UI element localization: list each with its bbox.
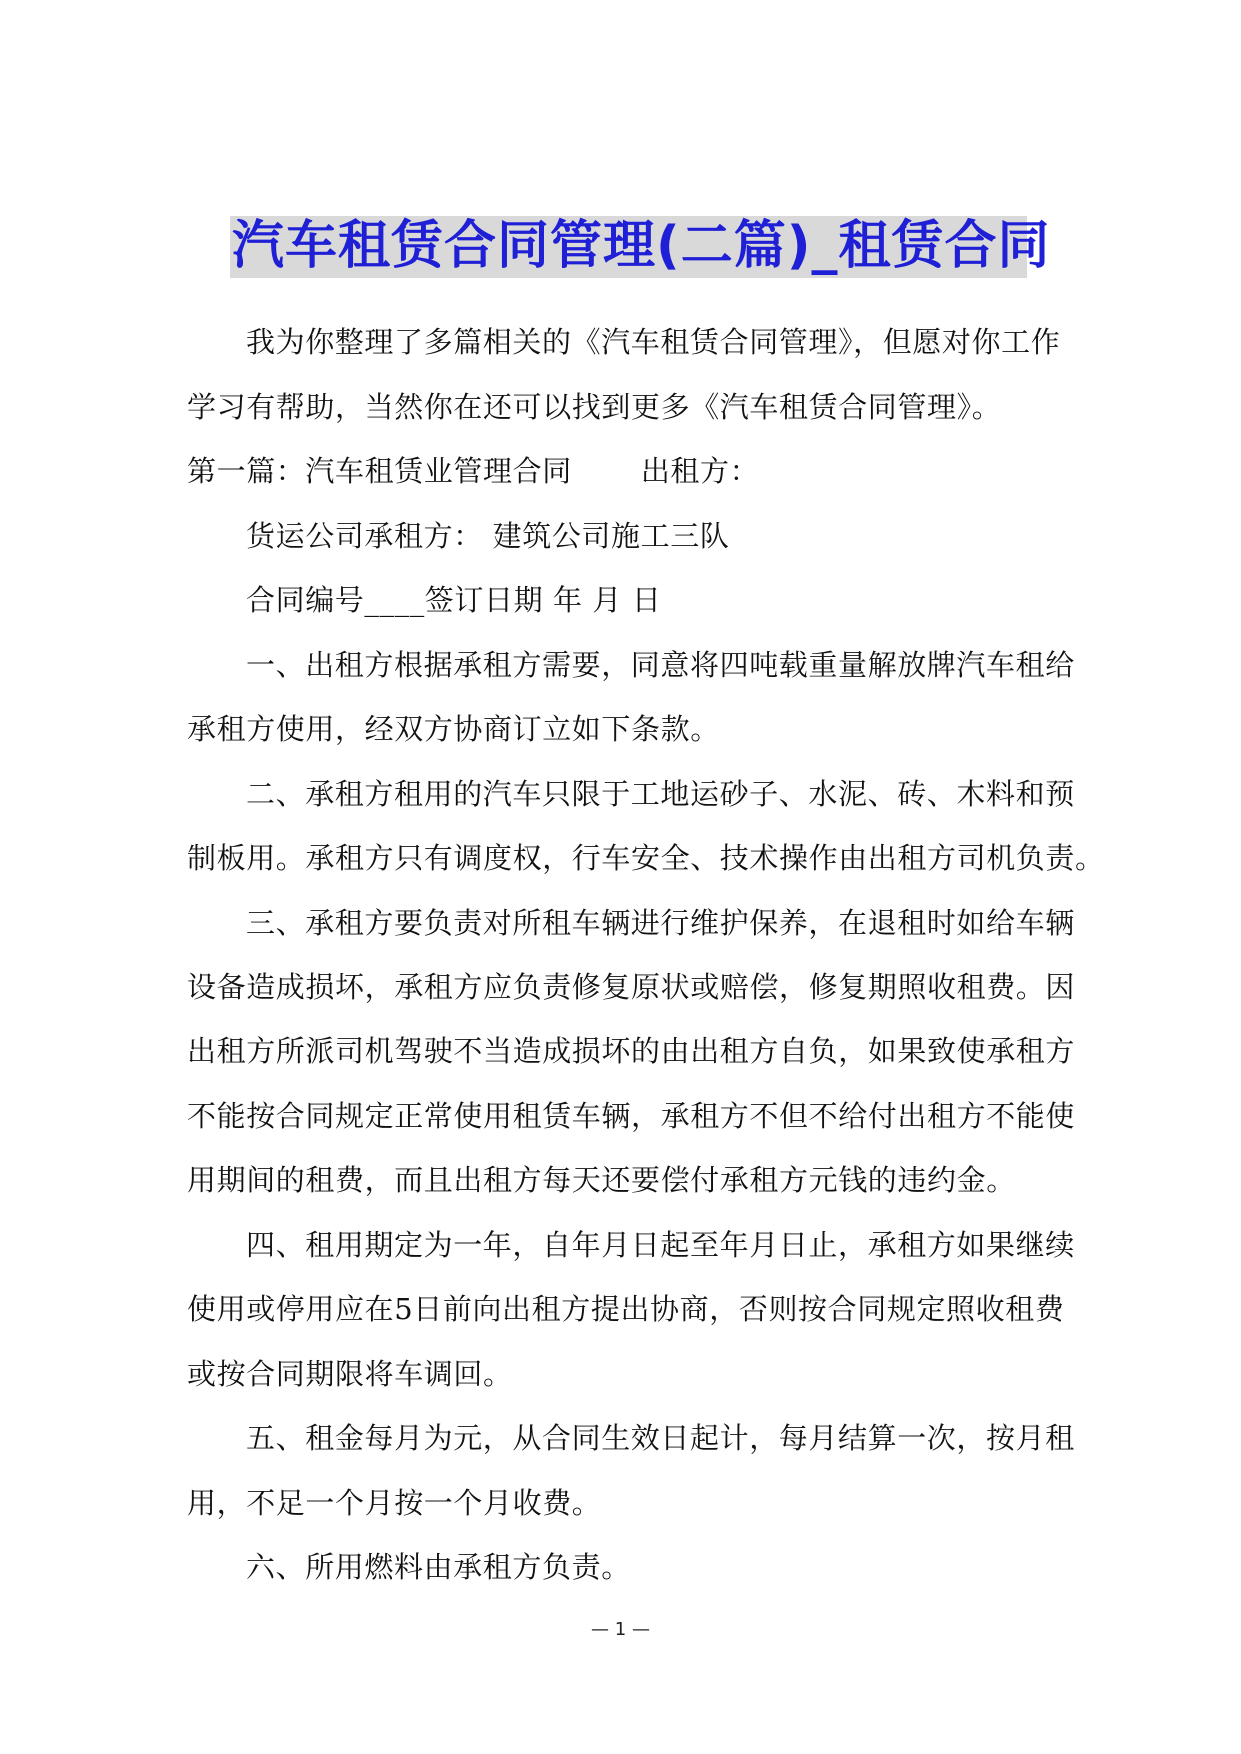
paragraph-line: 学习有帮助，当然你在还可以找到更多《汽车租赁合同管理》。 bbox=[187, 390, 1002, 424]
document-title: 汽车租赁合同管理(二篇)_租赁合同 bbox=[232, 216, 1051, 276]
paragraph-line: 使用或停用应在5日前向出租方提出协商，否则按合同规定照收租费 bbox=[187, 1292, 1065, 1326]
paragraph-line: 出租方所派司机驾驶不当造成损坏的由出租方自负，如果致使承租方 bbox=[187, 1034, 1076, 1068]
paragraph-line: 用，不足一个月按一个月收费。 bbox=[187, 1486, 602, 1520]
page-number: — 1 — bbox=[591, 1619, 650, 1640]
paragraph-line: 或按合同期限将车调回。 bbox=[187, 1357, 513, 1391]
paragraph-line: 制板用。承租方只有调度权，行车安全、技术操作由出租方司机负责。 bbox=[187, 841, 1105, 875]
paragraph-line: 我为你整理了多篇相关的《汽车租赁合同管理》，但愿对你工作 bbox=[246, 325, 1061, 359]
paragraph-line: 合同编号____签订日期 年 月 日 bbox=[246, 583, 662, 617]
paragraph-line: 货运公司承租方： 建筑公司施工三队 bbox=[246, 519, 730, 553]
paragraph-line: 第一篇：汽车租赁业管理合同 出租方： bbox=[187, 454, 760, 488]
paragraph-line: 不能按合同规定正常使用租赁车辆，承租方不但不给付出租方不能使 bbox=[187, 1099, 1076, 1133]
paragraph-line: 二、承租方租用的汽车只限于工地运砂子、水泥、砖、木料和预 bbox=[246, 777, 1075, 811]
paragraph-line: 承租方使用，经双方协商订立如下条款。 bbox=[187, 712, 720, 746]
paragraph-line: 五、租金每月为元，从合同生效日起计，每月结算一次，按月租 bbox=[246, 1421, 1075, 1455]
paragraph-line: 用期间的租费，而且出租方每天还要偿付承租方元钱的违约金。 bbox=[187, 1163, 1016, 1197]
paragraph-line: 四、租用期定为一年，自年月日起至年月日止，承租方如果继续 bbox=[246, 1228, 1075, 1262]
paragraph-line: 一、出租方根据承租方需要，同意将四吨载重量解放牌汽车租给 bbox=[246, 648, 1075, 682]
paragraph-line: 六、所用燃料由承租方负责。 bbox=[246, 1550, 631, 1584]
paragraph-line: 三、承租方要负责对所租车辆进行维护保养，在退租时如给车辆 bbox=[246, 906, 1075, 940]
paragraph-line: 设备造成损坏，承租方应负责修复原状或赔偿，修复期照收租费。因 bbox=[187, 970, 1076, 1004]
